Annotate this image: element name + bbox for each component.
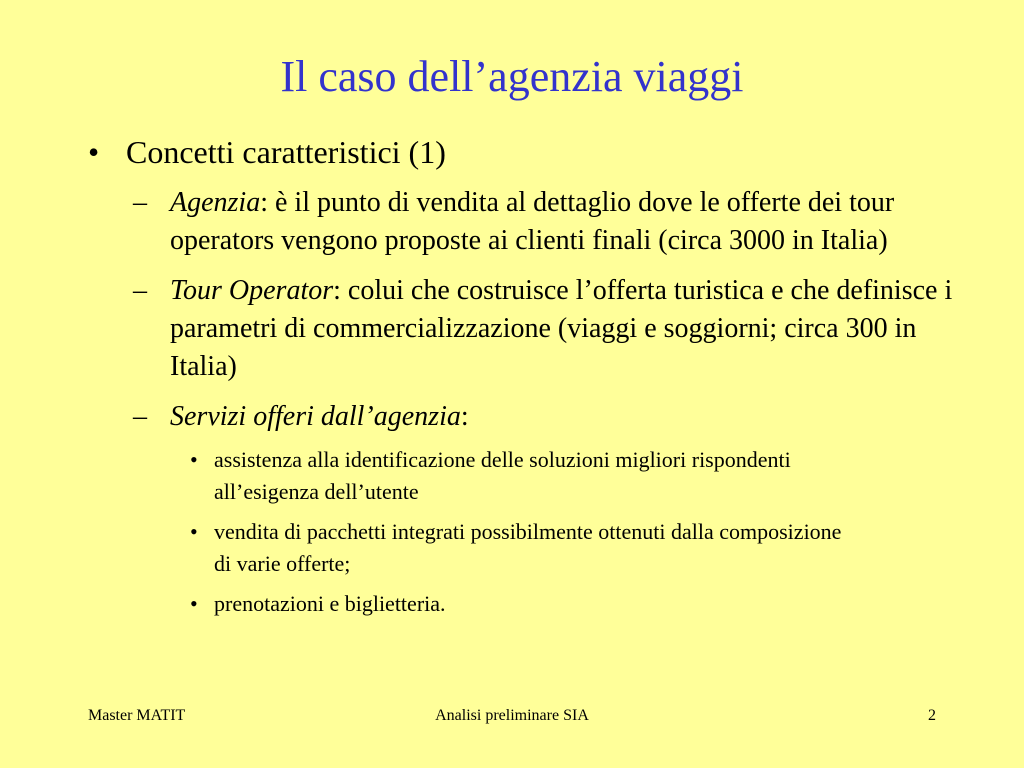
bullet-icon: • [190,591,198,616]
service-item [188,444,854,508]
footer-course: Master MATIT [88,707,186,724]
subbullet-agenzia [133,184,960,260]
definition-tour-operator: : colui che costruisce l’offerta turistica e che definisce i parametri di commercializzazione (viaggi e soggiorni; circa 300 in Italia) [170,275,953,382]
bullet-icon: • [88,134,100,170]
dash-icon: – [133,275,147,306]
subbullet-servizi [133,398,960,436]
page-number: 2 [928,707,936,724]
service-item [188,588,854,620]
bullet-icon: • [190,519,198,544]
service-item-text: assistenza alla identificazione delle soluzioni migliori rispondenti all’esigenza dell’utente [214,447,791,504]
slide-body [88,132,968,620]
service-item [188,516,854,580]
term-agenzia: Agenzia [170,187,261,218]
service-item-text: vendita di pacchetti integrati possibilmente ottenuti dalla composizione di varie offerte; [214,519,842,576]
definition-servizi: : [460,401,469,432]
dash-icon: – [133,187,147,218]
bullet-icon: • [190,447,198,472]
subbullet-tour-operator [133,272,960,386]
slide-title: Il caso dell’agenzia viaggi [280,52,744,101]
term-tour-operator: Tour Operator [170,275,334,306]
dash-icon: – [133,401,147,432]
bullet-level1 [88,132,968,172]
footer-subject: Analisi preliminare SIA [435,707,589,724]
service-item-text: prenotazioni e biglietteria. [214,591,446,616]
definition-agenzia: : è il punto di vendita al dettaglio dove le offerte dei tour operators vengono proposte ai clienti finali (circa 3000 in Italia) [170,187,895,256]
term-servizi: Servizi offeri dall’agenzia [170,401,461,432]
bullet-level1-text: Concetti caratteristici (1) [126,134,446,170]
